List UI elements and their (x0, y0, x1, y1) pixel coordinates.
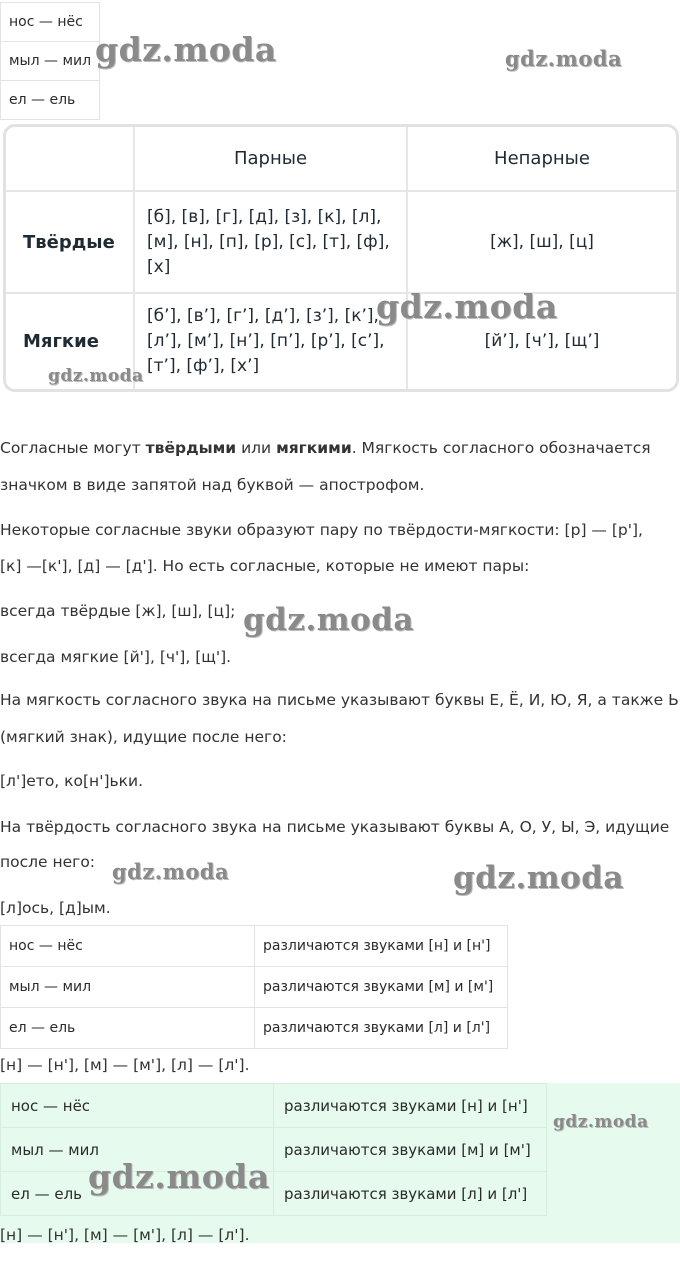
paragraph-5-line-2: (мягкий знак), идущие после него: (0, 728, 287, 746)
table-cell: различаются звуками [м] и [м'] (255, 967, 508, 1008)
table-cell: мыл — мил (1, 967, 255, 1008)
table-cell: ел — ель (1, 1008, 255, 1049)
mid-words-table (0, 925, 508, 1049)
row-label-soft: Мягкие (6, 293, 134, 389)
table-cell: ел — ель (1, 81, 100, 120)
summary-line-1: [н] — [н'], [м] — [м'], [л] — [л']. (0, 1056, 250, 1074)
header-unpaired: Непарные (407, 127, 676, 191)
paragraph-1-line-1 (0, 439, 651, 457)
paragraph-2-line-2: [к] —[к'], [д] — [д']. Но есть согласные, которые не имеют пары: (0, 557, 530, 575)
text-span: Согласные могут (0, 439, 146, 457)
table-row (1, 1128, 547, 1172)
table-cell: ел — ель (1, 1172, 274, 1216)
watermark: gdz.moda (112, 859, 230, 884)
watermark: gdz.moda (553, 1112, 649, 1132)
bold-term-hard: твёрдыми (145, 439, 237, 457)
row-label-hard: Твёрдые (6, 191, 134, 293)
table-row (1, 42, 100, 81)
watermark: gdz.moda (505, 46, 623, 71)
watermark: gdz.moda (243, 602, 414, 638)
paragraph-6: [л']ето, ко[н']ьки. (0, 772, 143, 790)
table-row (1, 1172, 547, 1216)
watermark: gdz.moda (376, 287, 558, 326)
summary-line-2: [н] — [н'], [м] — [м'], [л] — [л']. (0, 1226, 250, 1244)
text-span: . Мягкость согласного обозначается (351, 439, 651, 457)
table-row-hard (6, 191, 676, 293)
hard-unpaired-cell: [ж], [ш], [ц] (407, 191, 676, 293)
table-row (1, 967, 508, 1008)
table-cell: нос — нёс (1, 926, 255, 967)
paragraph-2-line-1: Некоторые согласные звуки образуют пару по твёрдости-мягкости: [р] — [р'], (0, 521, 643, 539)
paragraph-8: [л]ось, [д]ым. (0, 899, 111, 917)
table-header-row (6, 127, 676, 191)
answer-table (0, 1083, 547, 1216)
paragraph-7-line-2: после него: (0, 853, 96, 871)
table-cell: нос — нёс (1, 3, 100, 42)
table-cell: различаются звуками [н] и [н'] (274, 1084, 547, 1128)
table-row (1, 81, 100, 120)
hard-paired-cell: [б], [в], [г], [д], [з], [к], [л], [м], [н], [п], [р], [с], [т], [ф], [х] (134, 191, 407, 293)
table-row (1, 3, 100, 42)
header-paired: Парные (134, 127, 407, 191)
watermark: gdz.moda (95, 30, 277, 69)
table-cell: мыл — мил (1, 1128, 274, 1172)
paragraph-3: всегда твёрдые [ж], [ш], [ц]; (0, 602, 236, 620)
paragraph-5-line-1: На мягкость согласного звука на письме указывают буквы Е, Ё, И, Ю, Я, а также Ь (0, 691, 679, 709)
table-cell: мыл — мил (1, 42, 100, 81)
table-cell: нос — нёс (1, 1084, 274, 1128)
table-cell: различаются звуками [м] и [м'] (274, 1128, 547, 1172)
soft-unpaired-cell: [й’], [ч’], [щ’] (407, 293, 676, 389)
paragraph-1-line-2: значком в виде запятой над буквой — апострофом. (0, 476, 425, 494)
top-words-table (0, 2, 100, 120)
watermark: gdz.moda (48, 366, 144, 386)
watermark: gdz.moda (453, 860, 624, 896)
table-row (1, 1084, 547, 1128)
bold-term-soft: мягкими (276, 439, 352, 457)
paragraph-7-line-1: На твёрдость согласного звука на письме указывают буквы А, О, У, Ы, Э, идущие (0, 818, 670, 836)
table-cell: различаются звуками [л] и [л'] (255, 1008, 508, 1049)
consonant-table (3, 124, 679, 392)
table-row (1, 1008, 508, 1049)
paragraph-4: всегда мягкие [й'], [ч'], [щ']. (0, 648, 232, 666)
table-cell: различаются звуками [л] и [л'] (274, 1172, 547, 1216)
table-row (1, 926, 508, 967)
watermark: gdz.moda (88, 1157, 270, 1196)
text-span: или (236, 439, 277, 457)
table-cell: различаются звуками [н] и [н'] (255, 926, 508, 967)
soft-paired-cell: [б’], [в’], [г’], [д’], [з’], [к’], [л’], [м’], [н’], [п’], [р’], [с’], [т’], [ф’], [х’] (134, 293, 407, 389)
header-empty-cell (6, 127, 134, 191)
